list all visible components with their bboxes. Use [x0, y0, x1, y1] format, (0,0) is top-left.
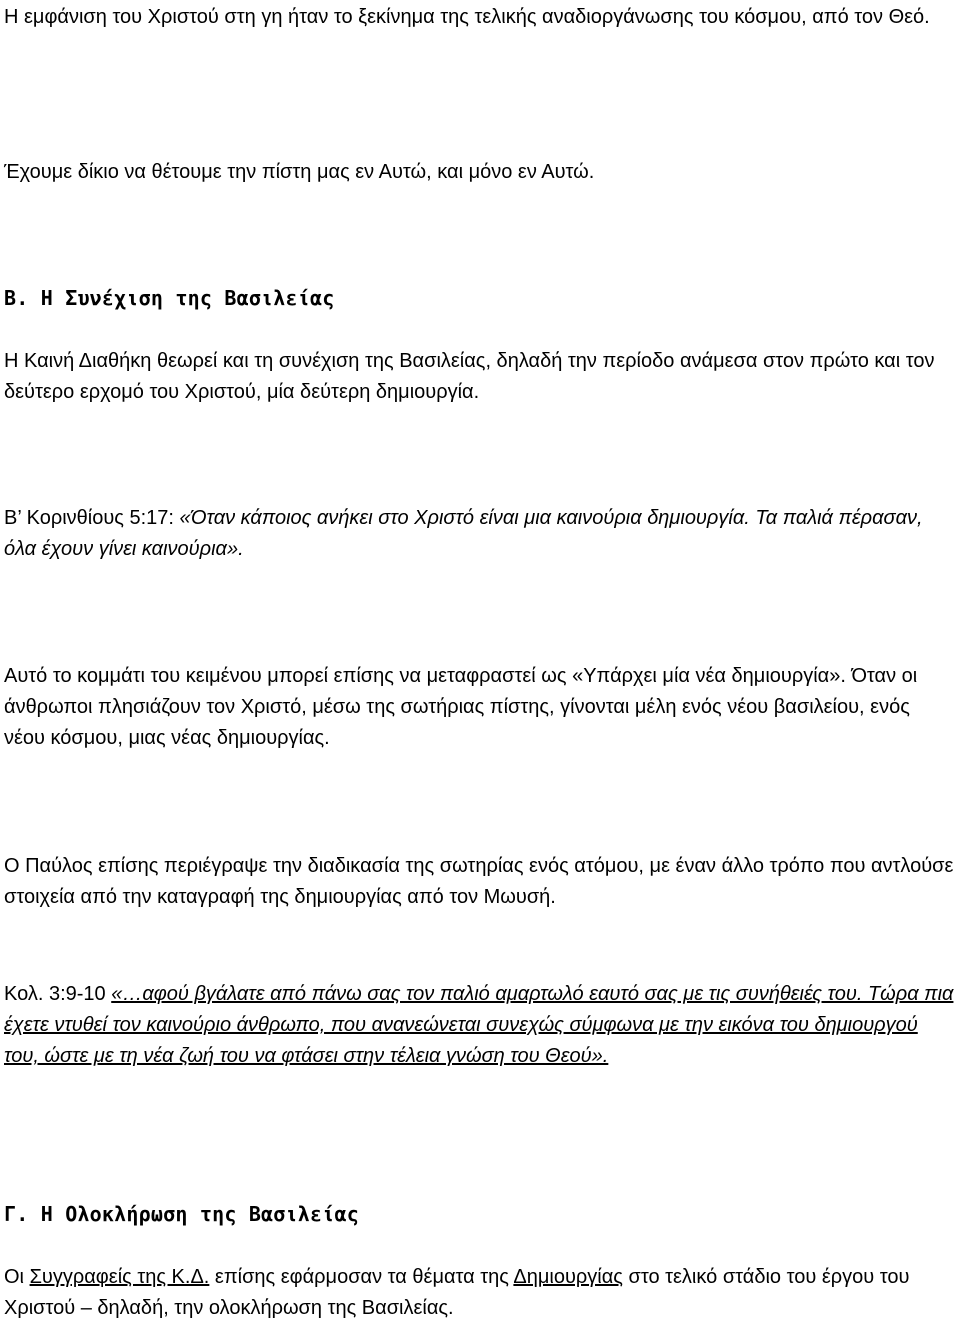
quote-corinthians [4, 503, 956, 565]
paragraph-new-testament: Η Καινή Διαθήκη θεωρεί και τη συνέχιση της Βασιλείας, δηλαδή την περίοδο ανάμεσα στον πρώτο και τον δεύτερο ερχομό του Χριστού, μία δεύτερη δημιουργία. [4, 350, 935, 403]
text-run: επίσης εφάρμοσαν τα θέματα της [209, 1266, 514, 1288]
heading-section-b: Β. Η Συνέχιση της Βασιλείας [4, 286, 335, 310]
link-creation[interactable]: Δημιουργίας [513, 1266, 623, 1288]
quote-text-link[interactable]: «…αφού βγάλατε από πάνω σας τον παλιό αμαρτωλό εαυτό σας με τις συνήθειές του. Τώρα πια έχετε ντυθεί τον καινούριο άνθρωπο, που ανανεώνεται συνεχώς σύμφωνα με την εικόνα του δημιουργού του, ώστε με τη νέα ζωή του να φτάσει στην τέλεια γνώση του Θεού». [4, 983, 954, 1067]
quote-colossians [4, 979, 956, 1072]
heading-section-g: Γ. Η Ολοκλήρωση της Βασιλείας [4, 1202, 359, 1226]
paragraph-faith: Έχουμε δίκιο να θέτουμε την πίστη μας εν Αυτώ, και μόνο εν Αυτώ. [4, 161, 595, 183]
link-authors[interactable]: Συγγραφείς της Κ.Δ. [29, 1266, 210, 1288]
quote-reference: Β’ Κορινθίους 5:17: [4, 507, 180, 529]
quote-text: «Όταν κάποιος ανήκει στο Χριστό είναι μια καινούρια δημιουργία. Τα παλιά πέρασαν, όλα έχουν γίνει καινούρια». [4, 507, 923, 560]
paragraph-completion [4, 1262, 956, 1324]
text-run: στο τελικό στάδιο του έργου του Χριστού – δηλαδή, την ολοκλήρωση της Βασιλείας. [4, 1266, 910, 1319]
text-run: Οι [4, 1266, 30, 1288]
paragraph-intro: Η εμφάνιση του Χριστού στη γη ήταν το ξεκίνημα της τελικής αναδιοργάνωσης του κόσμου, από τον Θεό. [4, 6, 930, 28]
quote-reference: Κολ. 3:9-10 [4, 983, 112, 1005]
paragraph-paul: Ο Παύλος επίσης περιέγραψε την διαδικασία της σωτηρίας ενός ατόμου, με έναν άλλο τρόπο που αντλούσε στοιχεία από την καταγραφή της δημιουργίας από τον Μωυσή. [4, 855, 954, 908]
paragraph-translation: Αυτό το κομμάτι του κειμένου μπορεί επίσης να μεταφραστεί ως «Υπάρχει μία νέα δημιουργία». Όταν οι άνθρωποι πλησιάζουν τον Χριστό, μέσω της σωτήριας πίστης, γίνονται μέλη ενός νέου βασιλείου, ενός νέου κόσμου, μιας νέας δημιουργίας. [4, 665, 918, 749]
